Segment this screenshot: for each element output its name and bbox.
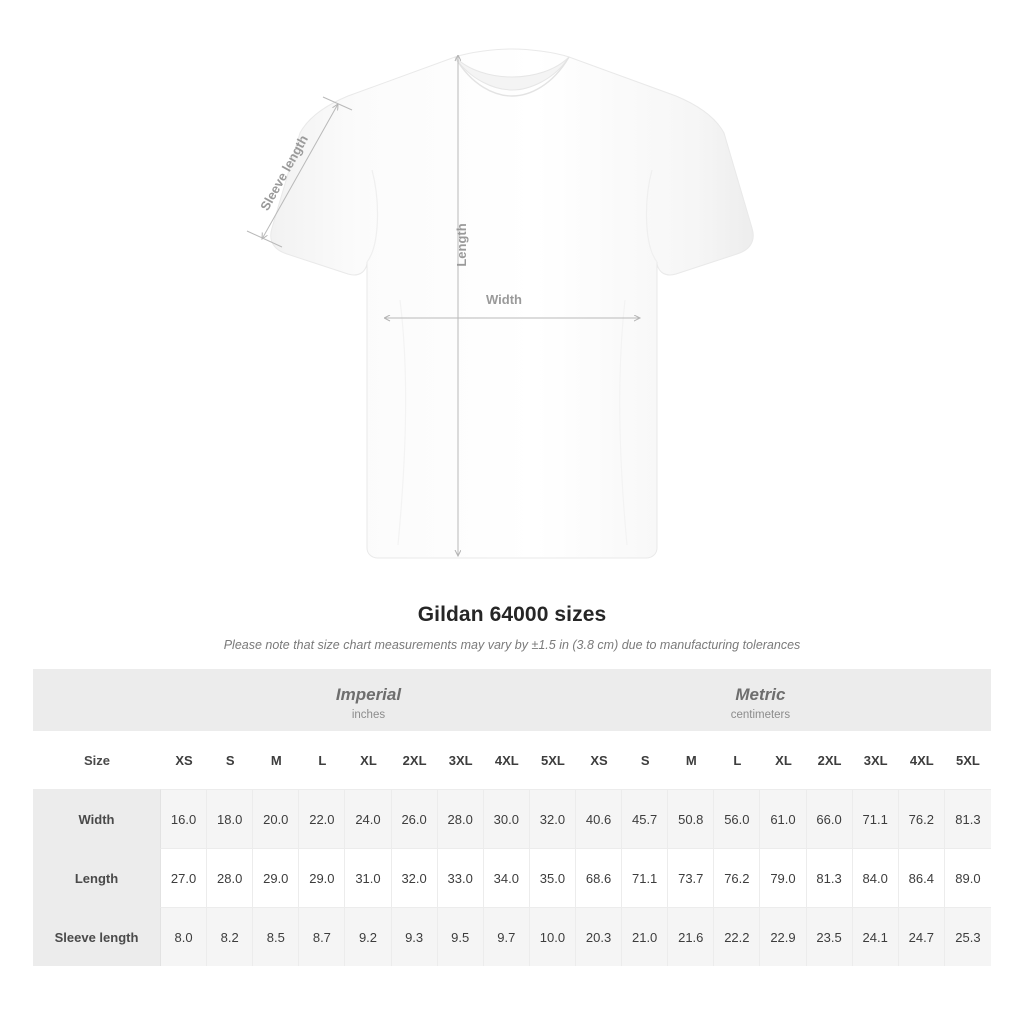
table-row-width bbox=[33, 789, 991, 848]
table-row-length bbox=[33, 848, 991, 907]
cell-length-l-cm: 76.2 bbox=[714, 848, 760, 907]
header-size-4xl-cm: 4XL bbox=[899, 731, 945, 789]
label-sleeve-length: Sleeve length bbox=[257, 132, 311, 214]
cell-length-s-cm: 71.1 bbox=[622, 848, 668, 907]
cell-length-s-in: 28.0 bbox=[207, 848, 253, 907]
cell-width-3xl-cm: 71.1 bbox=[853, 789, 899, 848]
cell-width-l-cm: 56.0 bbox=[714, 789, 760, 848]
cell-length-4xl-in: 34.0 bbox=[484, 848, 530, 907]
cell-sleeve-2xl-cm: 23.5 bbox=[807, 907, 853, 966]
cell-sleeve-3xl-cm: 24.1 bbox=[853, 907, 899, 966]
cell-width-2xl-cm: 66.0 bbox=[807, 789, 853, 848]
title-block bbox=[0, 603, 1024, 652]
cell-width-m-in: 20.0 bbox=[253, 789, 299, 848]
header-size-m-cm: M bbox=[668, 731, 714, 789]
cell-length-2xl-cm: 81.3 bbox=[807, 848, 853, 907]
cell-sleeve-4xl-in: 9.7 bbox=[484, 907, 530, 966]
size-table-wrapper bbox=[33, 669, 991, 966]
label-width: Width bbox=[486, 292, 522, 307]
header-size: Size bbox=[33, 731, 161, 789]
size-header-row bbox=[33, 731, 991, 789]
cell-length-3xl-in: 33.0 bbox=[438, 848, 484, 907]
header-size-3xl-cm: 3XL bbox=[853, 731, 899, 789]
cell-width-s-in: 18.0 bbox=[207, 789, 253, 848]
header-size-3xl-in: 3XL bbox=[438, 731, 484, 789]
cell-length-xl-in: 31.0 bbox=[345, 848, 391, 907]
header-size-2xl-in: 2XL bbox=[392, 731, 438, 789]
header-size-xs-in: XS bbox=[161, 731, 207, 789]
header-size-5xl-in: 5XL bbox=[530, 731, 576, 789]
tolerance-note: Please note that size chart measurements may vary by ±1.5 in (3.8 cm) due to manufacturing tolerances bbox=[223, 638, 801, 652]
cell-sleeve-l-in: 8.7 bbox=[299, 907, 345, 966]
header-size-xl-cm: XL bbox=[760, 731, 806, 789]
cell-length-2xl-in: 32.0 bbox=[392, 848, 438, 907]
cell-width-m-cm: 50.8 bbox=[668, 789, 714, 848]
row-label-width: Width bbox=[33, 789, 161, 848]
cell-sleeve-m-cm: 21.6 bbox=[668, 907, 714, 966]
cell-length-5xl-cm: 89.0 bbox=[945, 848, 991, 907]
cell-width-l-in: 22.0 bbox=[299, 789, 345, 848]
header-size-l-cm: L bbox=[714, 731, 760, 789]
cell-width-xs-in: 16.0 bbox=[161, 789, 207, 848]
header-size-s-in: S bbox=[207, 731, 253, 789]
unit-group-metric-pad bbox=[945, 669, 991, 731]
header-size-5xl-cm: 5XL bbox=[945, 731, 991, 789]
cell-sleeve-l-cm: 22.2 bbox=[714, 907, 760, 966]
cell-length-5xl-in: 35.0 bbox=[530, 848, 576, 907]
cell-sleeve-xs-in: 8.0 bbox=[161, 907, 207, 966]
cell-sleeve-s-cm: 21.0 bbox=[622, 907, 668, 966]
label-length: Length bbox=[454, 223, 469, 267]
cell-width-xl-in: 24.0 bbox=[345, 789, 391, 848]
cell-length-xs-cm: 68.6 bbox=[576, 848, 622, 907]
cell-width-xs-cm: 40.6 bbox=[576, 789, 622, 848]
header-size-2xl-cm: 2XL bbox=[807, 731, 853, 789]
cell-width-3xl-in: 28.0 bbox=[438, 789, 484, 848]
cell-length-3xl-cm: 84.0 bbox=[853, 848, 899, 907]
cell-length-4xl-cm: 86.4 bbox=[899, 848, 945, 907]
header-size-l-in: L bbox=[299, 731, 345, 789]
size-chart-table bbox=[33, 669, 991, 966]
cell-sleeve-m-in: 8.5 bbox=[253, 907, 299, 966]
unit-group-imperial bbox=[161, 669, 576, 731]
unit-group-metric bbox=[576, 669, 945, 731]
header-size-m-in: M bbox=[253, 731, 299, 789]
cell-sleeve-xl-cm: 22.9 bbox=[760, 907, 806, 966]
cell-length-xl-cm: 79.0 bbox=[760, 848, 806, 907]
cell-length-m-in: 29.0 bbox=[253, 848, 299, 907]
cell-length-xs-in: 27.0 bbox=[161, 848, 207, 907]
unit-name-imperial: Imperial bbox=[335, 685, 402, 705]
cell-sleeve-5xl-in: 10.0 bbox=[530, 907, 576, 966]
unit-header-row bbox=[33, 669, 991, 731]
table-corner-cell bbox=[33, 669, 161, 731]
unit-name-metric: Metric bbox=[735, 685, 786, 705]
cell-sleeve-s-in: 8.2 bbox=[207, 907, 253, 966]
header-size-xl-in: XL bbox=[345, 731, 391, 789]
header-size-4xl-in: 4XL bbox=[484, 731, 530, 789]
cell-sleeve-2xl-in: 9.3 bbox=[392, 907, 438, 966]
cell-sleeve-xl-in: 9.2 bbox=[345, 907, 391, 966]
page-title: Gildan 64000 sizes bbox=[417, 603, 607, 626]
table-row-sleeve-length bbox=[33, 907, 991, 966]
row-label-length: Length bbox=[33, 848, 161, 907]
row-label-sleeve-length: Sleeve length bbox=[33, 907, 161, 966]
cell-sleeve-3xl-in: 9.5 bbox=[438, 907, 484, 966]
cell-width-2xl-in: 26.0 bbox=[392, 789, 438, 848]
cell-width-s-cm: 45.7 bbox=[622, 789, 668, 848]
cell-length-m-cm: 73.7 bbox=[668, 848, 714, 907]
cell-sleeve-5xl-cm: 25.3 bbox=[945, 907, 991, 966]
cell-width-4xl-in: 30.0 bbox=[484, 789, 530, 848]
cell-length-l-in: 29.0 bbox=[299, 848, 345, 907]
cell-width-xl-cm: 61.0 bbox=[760, 789, 806, 848]
cell-width-5xl-cm: 81.3 bbox=[945, 789, 991, 848]
cell-width-4xl-cm: 76.2 bbox=[899, 789, 945, 848]
unit-sub-metric: centimeters bbox=[730, 708, 791, 721]
cell-sleeve-4xl-cm: 24.7 bbox=[899, 907, 945, 966]
cell-sleeve-xs-cm: 20.3 bbox=[576, 907, 622, 966]
cell-width-5xl-in: 32.0 bbox=[530, 789, 576, 848]
unit-sub-imperial: inches bbox=[351, 708, 386, 721]
header-size-xs-cm: XS bbox=[576, 731, 622, 789]
header-size-s-cm: S bbox=[622, 731, 668, 789]
